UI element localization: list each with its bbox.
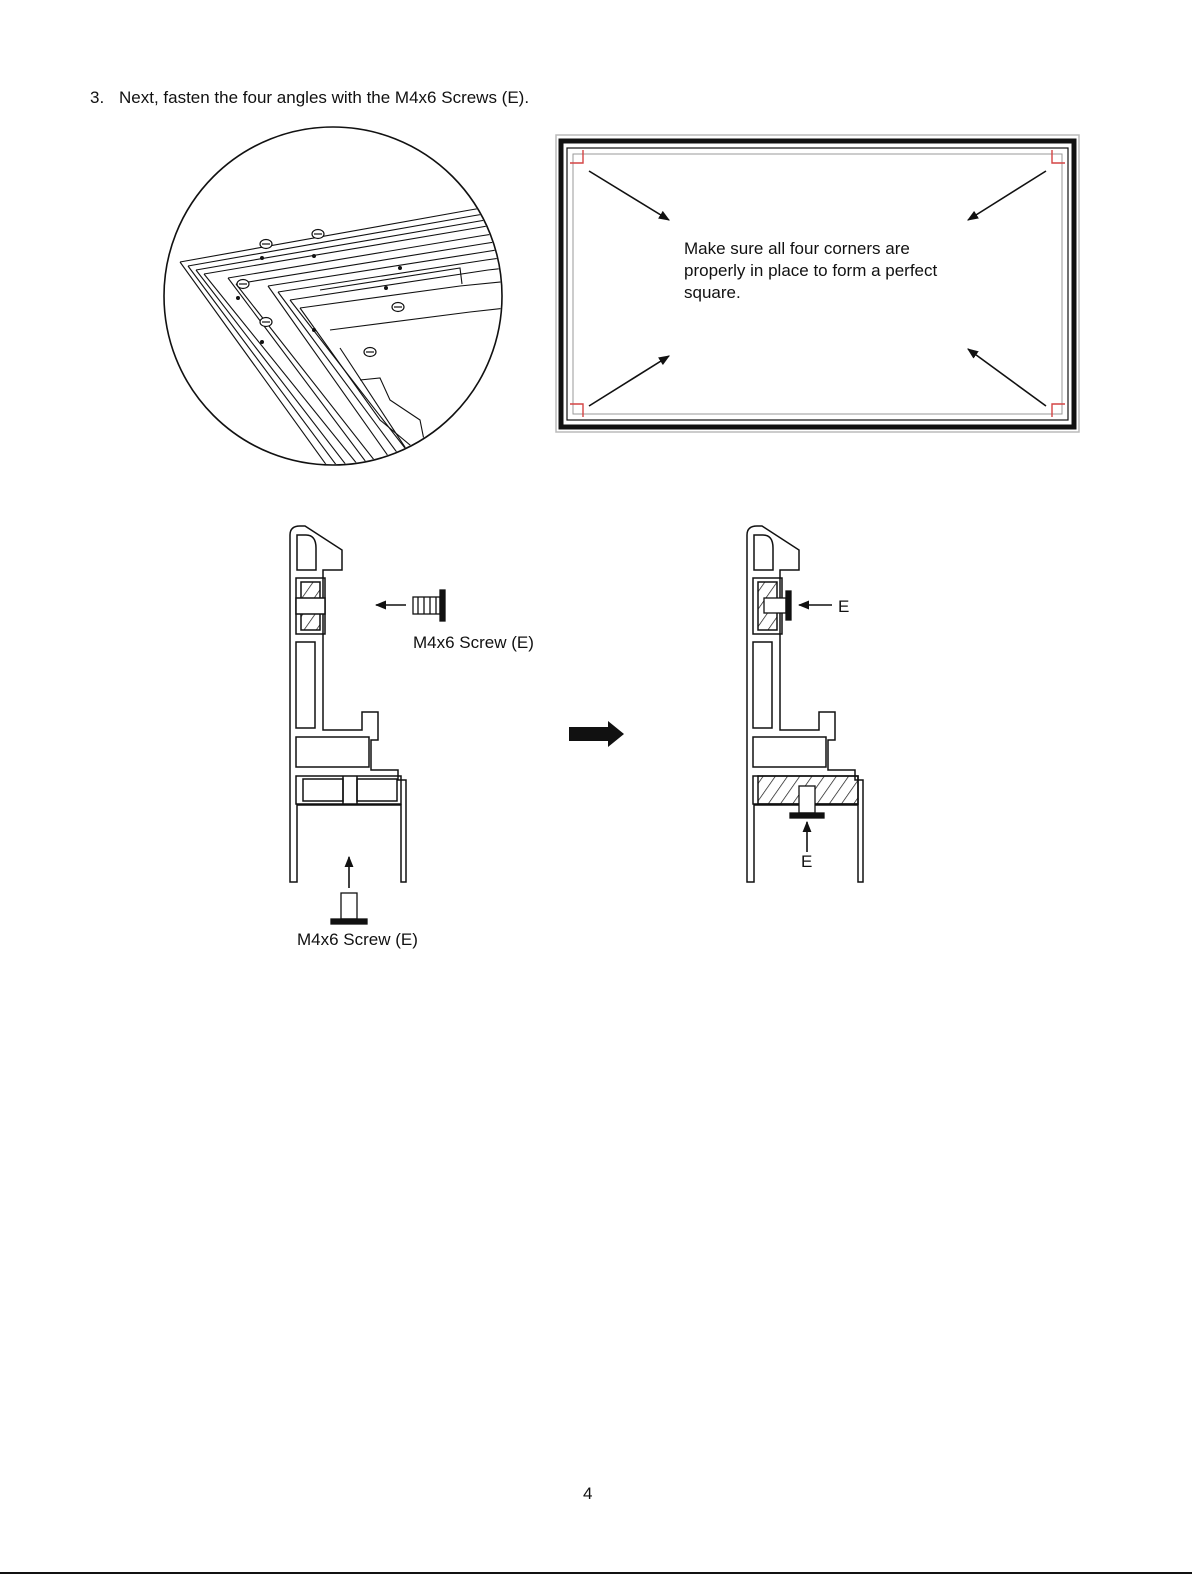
side-screw-label: M4x6 Screw (E) xyxy=(413,633,534,652)
page-number: 4 xyxy=(583,1484,593,1503)
frame-note: Make sure all four corners are properly in place to form a perfect square. xyxy=(684,239,938,302)
corner-detail-circle xyxy=(164,127,560,470)
bottom-screw-label: M4x6 Screw (E) xyxy=(297,930,418,949)
profile-before xyxy=(290,526,406,882)
profile-after xyxy=(747,526,863,882)
step-text: Next, fasten the four angles with the M4x6 Screws (E). xyxy=(119,88,530,107)
side-screw-icon xyxy=(413,590,445,621)
bottom-screw-icon xyxy=(331,893,367,924)
footer-rule xyxy=(0,1572,1192,1574)
installed-side-screw-label: E xyxy=(838,597,850,616)
right-arrow-icon xyxy=(569,721,624,747)
installed-bottom-screw-label: E xyxy=(801,852,813,871)
step-number: 3. xyxy=(90,88,105,107)
